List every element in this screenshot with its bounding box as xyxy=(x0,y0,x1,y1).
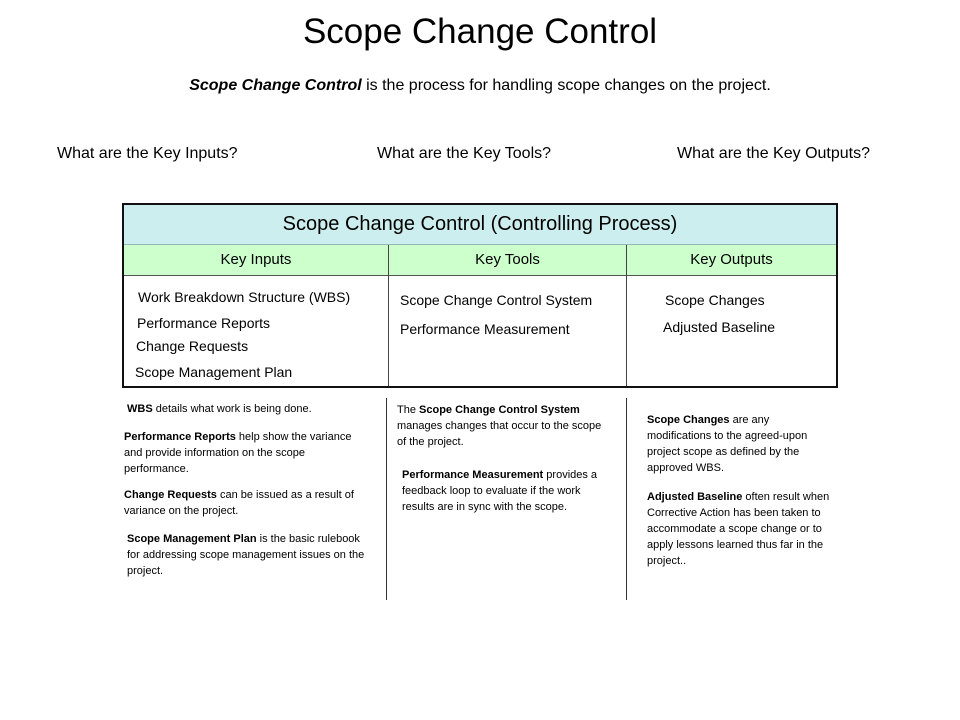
note-text: is the basic rulebook for addressing scope management issues on the project. xyxy=(127,533,365,577)
note-scope-management-plan xyxy=(127,531,367,579)
column-divider xyxy=(388,245,389,386)
note-wbs xyxy=(127,401,367,417)
output-item: Adjusted Baseline xyxy=(663,319,776,335)
note-text: help show the variance and provide information on the scope performance. xyxy=(124,431,352,475)
note-text: provides a feedback loop to evaluate if the work results are in sync with the scope. xyxy=(402,469,598,513)
column-divider xyxy=(626,245,627,386)
note-term: Scope Changes xyxy=(647,414,730,426)
input-item: Scope Management Plan xyxy=(135,364,293,380)
question-tools: What are the Key Tools? xyxy=(377,145,552,162)
note-term: Performance Measurement xyxy=(402,469,544,481)
note-term: WBS xyxy=(127,403,153,415)
page-title: Scope Change Control xyxy=(302,12,658,51)
note-scope-change-control-system xyxy=(397,402,602,450)
notes-divider xyxy=(386,398,387,600)
input-item: Work Breakdown Structure (WBS) xyxy=(138,289,351,305)
note-performance-reports xyxy=(124,429,366,477)
question-outputs: What are the Key Outputs? xyxy=(677,145,870,162)
input-item: Performance Reports xyxy=(137,315,271,331)
note-performance-measurement xyxy=(402,467,607,515)
note-text: details what work is being done. xyxy=(152,403,312,415)
definition-text xyxy=(0,76,960,96)
header-key-outputs: Key Outputs xyxy=(627,245,836,276)
note-text: often result when Corrective Action has been taken to accommodate a scope change or to apply lessons learned thus far in the project.. xyxy=(647,491,830,567)
note-term: Scope Change Control System xyxy=(419,404,580,416)
question-inputs: What are the Key Inputs? xyxy=(57,145,238,162)
note-term: Scope Management Plan xyxy=(127,533,257,545)
tool-item: Performance Measurement xyxy=(400,321,570,337)
output-item: Scope Changes xyxy=(665,292,765,308)
header-key-inputs: Key Inputs xyxy=(124,245,388,276)
note-text: manages changes that occur to the scope of the project. xyxy=(397,420,602,448)
header-key-tools: Key Tools xyxy=(389,245,626,276)
note-scope-changes xyxy=(647,412,832,476)
note-text: are any modifications to the agreed-upon project scope as defined by the approved WBS. xyxy=(647,414,808,474)
note-term: Change Requests xyxy=(124,489,217,501)
note-text: can be issued as a result of variance on the project. xyxy=(124,489,354,517)
process-box xyxy=(122,203,838,388)
notes-divider xyxy=(626,398,627,600)
process-box-title: Scope Change Control (Controlling Process) xyxy=(124,205,836,245)
note-change-requests xyxy=(124,487,366,519)
tool-item: Scope Change Control System xyxy=(400,292,593,308)
note-lead: The xyxy=(397,404,420,416)
note-adjusted-baseline xyxy=(647,489,837,569)
note-term: Adjusted Baseline xyxy=(647,491,743,503)
note-term: Performance Reports xyxy=(124,431,236,443)
definition-body: is the process for handling scope changes on the project. xyxy=(361,77,771,94)
definition-term: Scope Change Control xyxy=(189,77,362,94)
input-item: Change Requests xyxy=(136,338,249,354)
